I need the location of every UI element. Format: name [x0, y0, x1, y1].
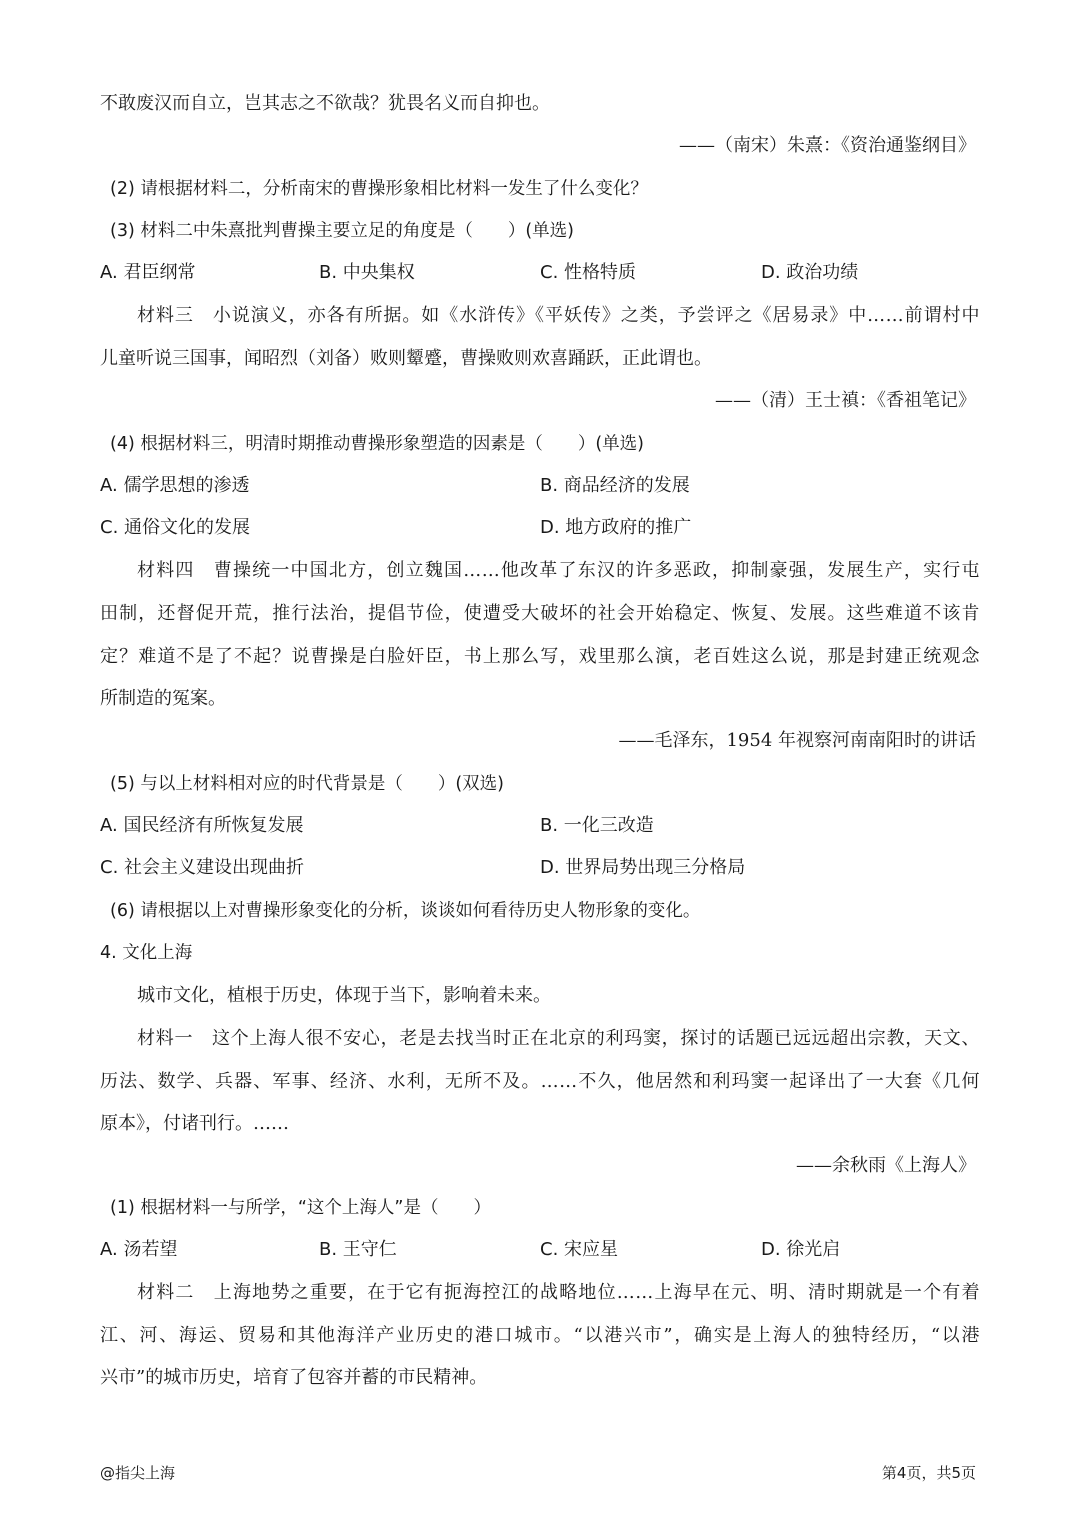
material4-line-2: 田制，还督促开荒，推行法治，提倡节俭，使遭受大破坏的社会开始稳定、恢复、发展。这些难道不该肯: [100, 603, 980, 624]
question-5: (5) 与以上材料相对应的时代背景是（ ）(双选): [110, 774, 505, 794]
material4-line-4: 所制造的冤案。: [100, 688, 226, 709]
s4-q1-option-a: A. 汤若望: [100, 1239, 178, 1260]
s4-q1-option-c: C. 宋应星: [540, 1239, 619, 1260]
material2-fragment: 不敢废汉而自立，岂其志之不欲哉？犹畏名义而自抑也。: [100, 93, 550, 114]
q4-option-a: A. 儒学思想的渗透: [100, 475, 250, 496]
s4-question-1: (1) 根据材料一与所学，“这个上海人”是（ ）: [110, 1198, 491, 1218]
material4-line-3: 定？难道不是了不起？说曹操是白脸奸臣，书上那么写，戏里那么演，老百姓这么说，那是封建正统观念: [100, 646, 980, 667]
question-3: (3) 材料二中朱熹批判曹操主要立足的角度是（ ）(单选): [110, 221, 575, 241]
s4-material2-line-2: 江、河、海运、贸易和其他海洋产业历史的港口城市。“以港兴市”，确实是上海人的独特经历，“以港: [100, 1325, 980, 1346]
q4-option-d: D. 地方政府的推广: [540, 517, 692, 538]
question-2: (2) 请根据材料二，分析南宋的曹操形象相比材料一发生了什么变化？: [110, 179, 648, 199]
q5-option-c: C. 社会主义建设出现曲折: [100, 857, 305, 878]
q5-option-a: A. 国民经济有所恢复发展: [100, 815, 304, 836]
s4-material1-line-3: 原本》，付诸刊行。……: [100, 1113, 289, 1134]
question-6: (6) 请根据以上对曹操形象变化的分析，谈谈如何看待历史人物形象的变化。: [110, 901, 701, 921]
q3-option-d: D. 政治功绩: [761, 262, 859, 283]
section-4-title: 4. 文化上海: [100, 943, 193, 963]
q5-option-b: B. 一化三改造: [540, 815, 654, 836]
material4-source: ——毛泽东，1954 年视察河南南阳时的讲话: [618, 730, 976, 751]
s4-material1-line-2: 历法、数学、兵器、军事、经济、水利，无所不及。……不久，他居然和利玛窦一起译出了一大套《几何: [100, 1071, 980, 1092]
q5-option-d: D. 世界局势出现三分格局: [540, 857, 746, 878]
question-4: (4) 根据材料三，明清时期推动曹操形象塑造的因素是（ ）(单选): [110, 434, 645, 454]
s4-material2-line-3: 兴市”的城市历史，培育了包容并蓄的市民精神。: [100, 1367, 488, 1388]
footer-watermark: @指尖上海: [100, 1464, 176, 1482]
material3-line-2: 儿童听说三国事，闻昭烈（刘备）败则颦蹙，曹操败则欢喜踊跃，正此谓也。: [100, 348, 712, 369]
material2-source: ——（南宋）朱熹：《资治通鉴纲目》: [679, 135, 976, 156]
page-number: 第4页，共5页: [881, 1464, 976, 1482]
material3-line-1: 材料三 小说演义，亦各有所据。如《水浒传》《平妖传》之类，予尝评之《居易录》中……前谓村中: [137, 305, 980, 326]
material3-source: ——（清）王士禛：《香祖笔记》: [715, 390, 976, 411]
material4-line-1: 材料四 曹操统一中国北方，创立魏国……他改革了东汉的许多恶政，抑制豪强，发展生产，实行屯: [137, 560, 980, 581]
s4-material1-line-1: 材料一 这个上海人很不安心，老是去找当时正在北京的利玛窦，探讨的话题已远远超出宗教，天文、: [137, 1028, 980, 1049]
q3-option-a: A. 君臣纲常: [100, 262, 196, 283]
s4-material1-source: ——余秋雨《上海人》: [796, 1155, 976, 1176]
q4-option-c: C. 通俗文化的发展: [100, 517, 251, 538]
s4-q1-option-d: D. 徐光启: [761, 1239, 841, 1260]
section-4-intro: 城市文化，植根于历史，体现于当下，影响着未来。: [137, 985, 551, 1006]
s4-material2-line-1: 材料二 上海地势之重要，在于它有扼海控江的战略地位……上海早在元、明、清时期就是一个有着: [137, 1282, 980, 1303]
q3-option-c: C. 性格特质: [540, 262, 637, 283]
q4-option-b: B. 商品经济的发展: [540, 475, 690, 496]
q3-option-b: B. 中央集权: [319, 262, 415, 283]
s4-q1-option-b: B. 王守仁: [319, 1239, 397, 1260]
